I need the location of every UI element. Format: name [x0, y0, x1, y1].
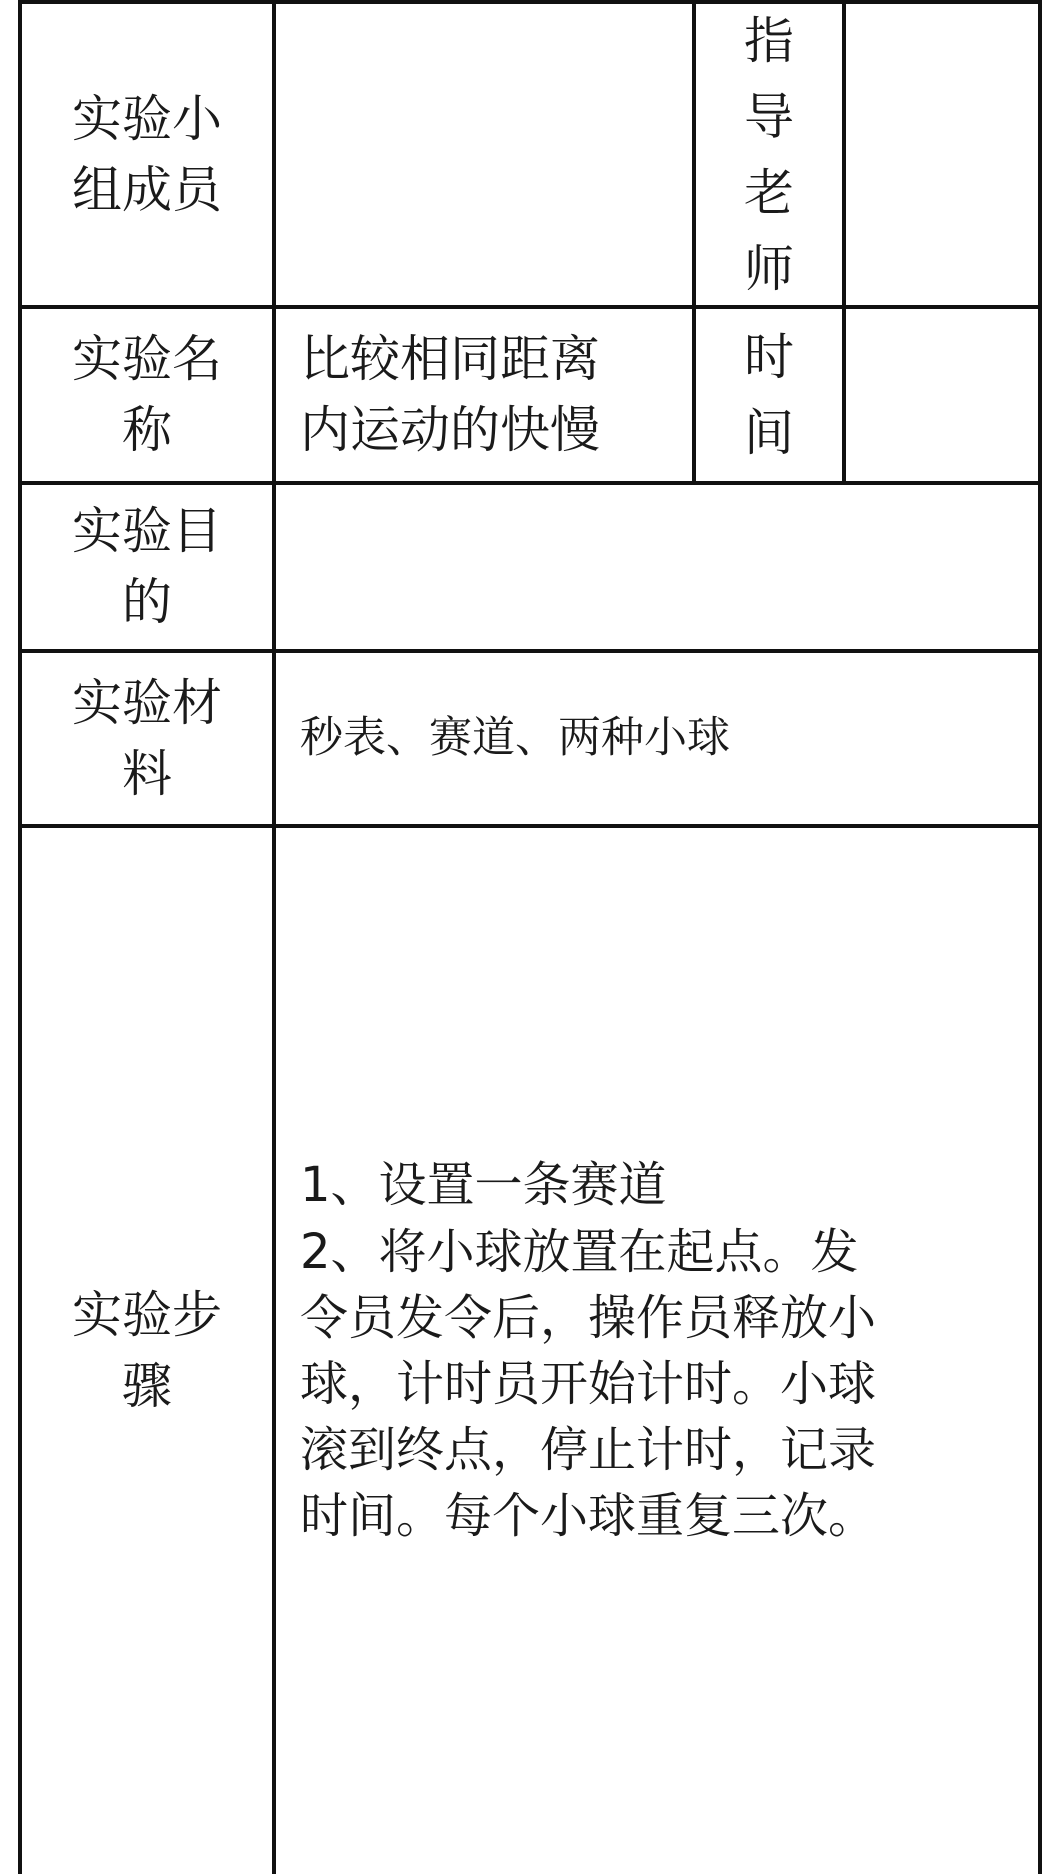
purpose-value[interactable] [276, 485, 1038, 649]
table-border-right [1038, 0, 1042, 1874]
materials-label: 实验材 料 [72, 673, 222, 803]
teacher-label: 指 导 老 师 [744, 11, 794, 298]
members-label: 实验小 组成员 [72, 89, 222, 219]
materials-value[interactable]: 秒表、赛道、两种小球 [300, 712, 730, 763]
members-value[interactable] [276, 4, 692, 305]
steps-label: 实验步 骤 [72, 1286, 222, 1415]
steps-value[interactable]: 1、设置一条赛道 2、将小球放置在起点。发 令员发令后，操作员释放小 球，计时员开始计时。小球 滚到终点，停止计时，记录 时间。每个小球重复三次。 [300, 1157, 877, 1545]
experiment-name-label: 实验名 称 [72, 330, 222, 459]
purpose-label: 实验目 的 [72, 502, 222, 631]
teacher-value[interactable] [846, 4, 1038, 305]
time-label: 时 间 [744, 328, 794, 462]
time-value[interactable] [846, 309, 1038, 481]
experiment-name-value[interactable]: 比较相同距离 内运动的快慢 [300, 330, 600, 459]
